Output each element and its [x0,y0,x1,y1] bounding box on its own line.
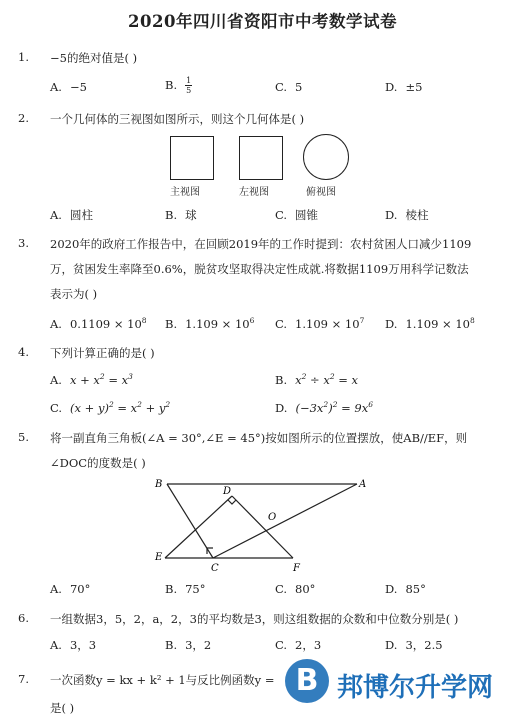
option-a[interactable]: A. $0.1109 \times 10^8$ [50,316,147,331]
option-c[interactable]: C. $(x + y)^2 = x^2 + y^2$ [50,400,171,415]
front-view-label: 主视图 [170,187,200,198]
question-text: −5的绝对值是( ) [50,51,138,65]
top-view-circle [303,134,349,180]
option-d[interactable]: D. $(-3x^2)^2 = 9x^6$ [275,400,373,415]
question-text-line: 万，贫困发生率降至0.6%，脱贫攻坚取得决定性成就.将数据1109万用科学记数法 [50,262,469,276]
option-b[interactable]: B. $1.109 \times 10^6$ [165,316,255,331]
question-text: 下列计算正确的是( ) [50,346,155,360]
option-a[interactable]: A. 圆柱 [50,208,93,222]
question-text-line: 2020年的政府工作报告中，在回顾2019年的工作时提到：农村贫困人口减少1109 [50,237,472,251]
question-text-line: ∠DOC的度数是( ) [50,456,146,470]
point-a: A [359,479,367,490]
option-b[interactable]: B. 球 [165,208,197,222]
point-b: B [155,479,163,490]
question-text-line: 一次函数y = kx + k² + 1与反比例函数y = [50,673,275,687]
point-d: D [223,486,232,497]
segment-ed [165,496,232,558]
point-c: C [211,563,219,574]
watermark-text: 邦博尔升学网 [337,673,494,703]
question-text-line: 表示为( ) [50,287,98,301]
watermark-logo-icon: B [285,659,329,703]
point-f: F [293,563,300,574]
option-c[interactable]: C. 圆锥 [275,208,319,222]
fraction: $\frac{1}{5}$ [186,76,192,95]
top-view-label: 俯视图 [306,187,336,198]
point-e: E [155,552,163,563]
question-text-line: 将一副直角三角板(∠A = 30°,∠E = 45°)按如图所示的位置摆放，使AB//EF，则 [50,431,468,445]
option-b[interactable]: B. 75° [165,582,206,596]
right-angle-d [228,500,236,504]
option-a[interactable]: A. 3，3 [50,638,97,652]
segment-bc [167,484,213,558]
segment-df [232,496,293,558]
option-b[interactable]: B. $x^2 \div x^2 = x$ [275,372,359,387]
option-a[interactable]: A. −5 [50,80,87,94]
option-c[interactable]: C. 2，3 [275,638,322,652]
option-d[interactable]: D. 棱柱 [385,208,429,222]
option-a[interactable]: A. $x + x^2 = x^3$ [50,372,133,387]
option-b[interactable]: B. 3，2 [165,638,212,652]
segment-ca [213,484,357,558]
option-c[interactable]: C. $1.109 \times 10^7$ [275,316,365,331]
option-a[interactable]: A. 70° [50,582,91,596]
option-c[interactable]: C. 80° [275,582,316,596]
left-view-square [239,136,283,180]
front-view-square [170,136,214,180]
point-o: O [268,512,277,523]
triangle-figure [145,474,370,574]
left-view-label: 左视图 [239,187,269,198]
question-number: 1. [18,50,29,64]
option-d[interactable]: D. $1.109 \times 10^8$ [385,316,475,331]
option-c[interactable]: C. 5 [275,80,303,94]
page-title: 2020年四川省资阳市中考数学试卷 [128,12,397,31]
watermark [263,655,525,710]
option-d[interactable]: D. ±5 [385,80,423,94]
question-text: 一组数据3，5，2，a，2，3的平均数是3，则这组数据的众数和中位数分别是( ) [50,612,459,626]
option-d[interactable]: D. 85° [385,582,426,596]
option-b[interactable]: B. $\frac{1}{5}$ [165,76,192,95]
question-text-line: 是( ) [50,701,75,715]
question-text: 一个几何体的三视图如图所示，则这个几何体是( ) [50,112,305,126]
option-d[interactable]: D. 3，2.5 [385,638,443,652]
